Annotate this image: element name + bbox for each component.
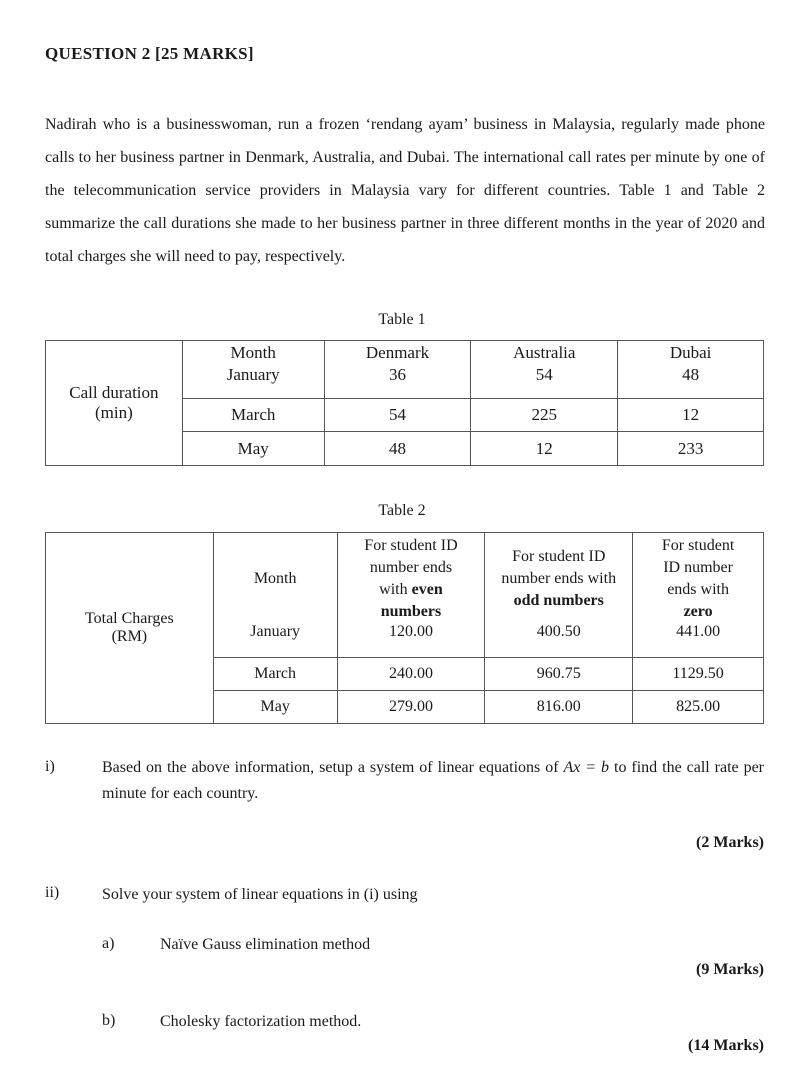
table1-cell: 12	[618, 398, 764, 432]
question-heading: QUESTION 2 [25 MARKS]	[45, 44, 254, 63]
table2-row-label-line1: Total Charges	[84, 610, 174, 627]
q2-text: Solve your system of linear equations in (i) using	[102, 886, 418, 903]
intro-paragraph: Nadirah who is a businesswoman, run a frozen ‘rendang ayam’ business in Malaysia, regularly made phone calls to her business partner in Denmark, Australia, and Dubai. The international call rates per minute by one of the telecommunication service providers in Malaysia vary for different countries. Table 1 and Table 2 summarize the call durations she made to her business partner in three different months in the year of 2020 and total charges she will need to pay, respectively.	[45, 116, 765, 265]
table1-country-dubai: Dubai	[618, 341, 764, 366]
q1-label: i)	[45, 758, 55, 775]
table2-month-march: March	[213, 658, 337, 691]
q1-text	[102, 755, 764, 807]
table2-col-even-line3-bold: even	[411, 581, 443, 598]
table2	[45, 532, 764, 724]
table2-col-odd-line2: number ends with	[501, 570, 617, 587]
table1-month-march: March	[182, 398, 324, 432]
table2-col-even-line3-text: with	[379, 581, 412, 598]
q1-math: Ax = b	[563, 759, 610, 776]
table2-cell: 1129.50	[633, 658, 764, 691]
table2-cell: 400.50	[485, 623, 633, 658]
table2-col-zero-line3: ends with	[667, 581, 729, 598]
table2-row-label	[46, 533, 214, 724]
table1-cell: 233	[618, 432, 764, 466]
table2-cell: 816.00	[485, 691, 633, 724]
table2-row-label-line2: (RM)	[111, 628, 148, 645]
table1-row-label-line1: Call duration	[69, 383, 159, 402]
table2-cell: 441.00	[633, 623, 764, 658]
table2-cell: 960.75	[485, 658, 633, 691]
q2a-text: Naïve Gauss elimination method	[160, 936, 371, 953]
table1-row-label-line2: (min)	[95, 403, 133, 422]
table2-month-january: January	[213, 623, 337, 658]
table1	[45, 340, 764, 466]
table1-caption: Table 1	[378, 311, 426, 328]
q1-text-part1: Based on the above information, setup a system of linear equations of	[102, 759, 564, 776]
table1-cell: 48	[324, 432, 471, 466]
table2-cell: 825.00	[633, 691, 764, 724]
table2-cell: 240.00	[337, 658, 485, 691]
table2-col-odd-line3: odd numbers	[513, 592, 604, 609]
q1-text-part2: to find the call rate per minute for each country.	[102, 759, 765, 802]
table2-col-odd	[485, 533, 633, 624]
table1-country-denmark: Denmark	[324, 341, 471, 366]
q2a-marks: (9 Marks)	[696, 961, 764, 978]
table2-col-zero-line4: zero	[683, 603, 713, 620]
table2-col-odd-line1: For student ID	[512, 548, 606, 565]
q2-label: ii)	[45, 884, 60, 901]
table2-col-zero-line1: For student	[661, 537, 735, 554]
table1-cell: 36	[324, 365, 471, 398]
q2b-label: b)	[102, 1012, 116, 1029]
q2a-label: a)	[102, 935, 115, 952]
table1-cell: 48	[618, 365, 764, 398]
table1-cell: 225	[471, 398, 618, 432]
table1-cell: 54	[471, 365, 618, 398]
table2-col-even-line4: numbers	[380, 603, 442, 620]
table2-col-even-line1: For student ID	[364, 537, 458, 554]
table2-caption: Table 2	[378, 502, 426, 519]
table2-cell: 120.00	[337, 623, 485, 658]
table1-month-header: Month	[182, 341, 324, 366]
q1-marks: (2 Marks)	[696, 834, 764, 851]
table1-month-january: January	[182, 365, 324, 398]
table2-col-even	[337, 533, 485, 624]
table1-month-may: May	[182, 432, 324, 466]
table1-country-australia: Australia	[471, 341, 618, 366]
table2-col-even-line3	[338, 579, 485, 601]
table1-row-label	[46, 341, 183, 466]
q2b-text: Cholesky factorization method.	[160, 1013, 362, 1030]
q2b-marks: (14 Marks)	[688, 1037, 764, 1054]
table2-cell: 279.00	[337, 691, 485, 724]
table1-cell: 12	[471, 432, 618, 466]
table1-cell: 54	[324, 398, 471, 432]
table2-col-zero-line2: ID number	[663, 559, 733, 576]
table2-col-zero	[633, 533, 764, 624]
table2-month-header: Month	[213, 533, 337, 624]
table2-month-may: May	[213, 691, 337, 724]
table2-col-even-line2: number ends	[369, 559, 453, 576]
